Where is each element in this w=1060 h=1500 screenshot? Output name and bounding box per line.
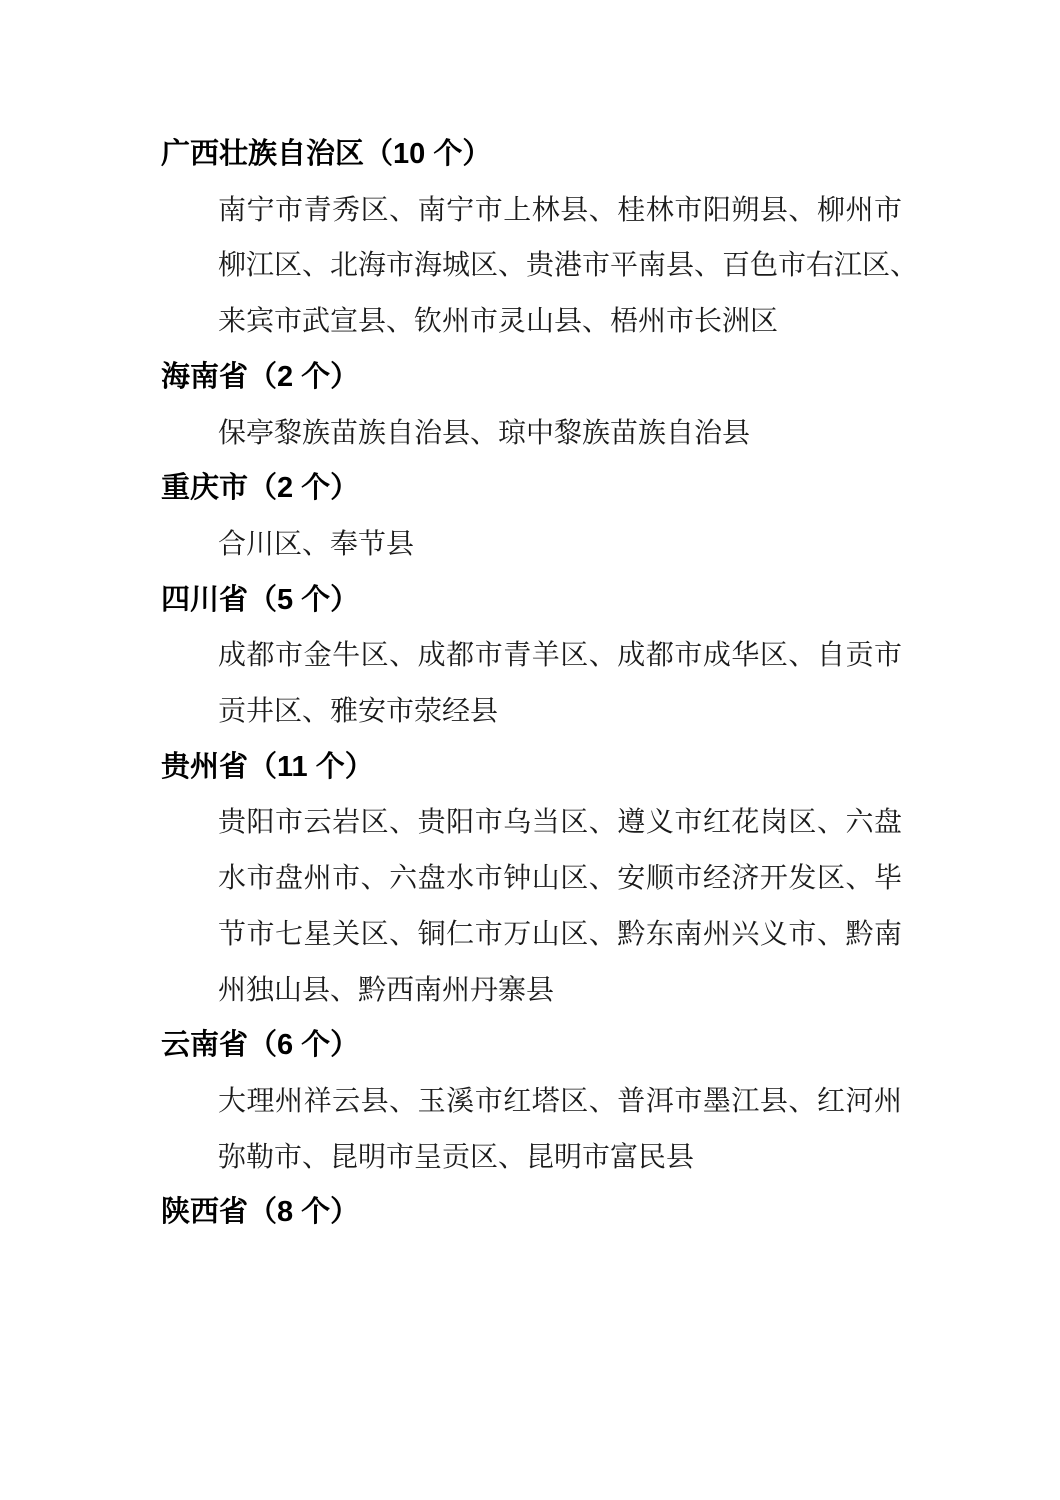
province-title: 广西壮族自治区（10 个） — [161, 138, 492, 170]
region-list-line: 水市盘州市、六盘水市钟山区、安顺市经济开发区、毕 — [218, 863, 902, 895]
region-list-line: 保亭黎族苗族自治县、琼中黎族苗族自治县 — [218, 417, 751, 449]
region-list-line: 节市七星关区、铜仁市万山区、黔东南州兴义市、黔南 — [218, 918, 902, 950]
region-list-line: 成都市金牛区、成都市青羊区、成都市成华区、自贡市 — [218, 640, 902, 672]
province-section — [0, 461, 1060, 572]
region-list-line: 州独山县、黔西南州丹寨县 — [218, 974, 555, 1006]
province-title: 重庆市（2 个） — [161, 472, 360, 505]
province-section — [0, 350, 1060, 461]
region-list-line: 来宾市武宣县、钦州市灵山县、梧州市长洲区 — [218, 306, 779, 338]
region-list-line: 贵阳市云岩区、贵阳市乌当区、遵义市红花岗区、六盘 — [218, 807, 902, 839]
region-list-line: 贡井区、雅安市荥经县 — [218, 696, 499, 728]
province-section — [0, 127, 1060, 350]
province-title: 云南省（6 个） — [161, 1029, 360, 1062]
province-section — [0, 1185, 1060, 1241]
region-list-line: 南宁市青秀区、南宁市上林县、桂林市阳朔县、柳州市 — [218, 194, 902, 226]
province-section — [0, 740, 1060, 1019]
province-title: 贵州省（11 个） — [161, 750, 374, 783]
province-section — [0, 1018, 1060, 1185]
province-title: 陕西省（8 个） — [161, 1196, 360, 1229]
region-list-line: 大理州祥云县、玉溪市红塔区、普洱市墨江县、红河州 — [218, 1085, 902, 1117]
province-section — [0, 573, 1060, 740]
region-list-line: 弥勒市、昆明市呈贡区、昆明市富民县 — [218, 1141, 695, 1173]
region-list-line: 柳江区、北海市海城区、贵港市平南县、百色市右江区、 — [218, 250, 919, 282]
region-list-line: 合川区、奉节县 — [218, 528, 415, 560]
province-title: 四川省（5 个） — [161, 583, 360, 616]
province-title: 海南省（2 个） — [161, 360, 360, 393]
